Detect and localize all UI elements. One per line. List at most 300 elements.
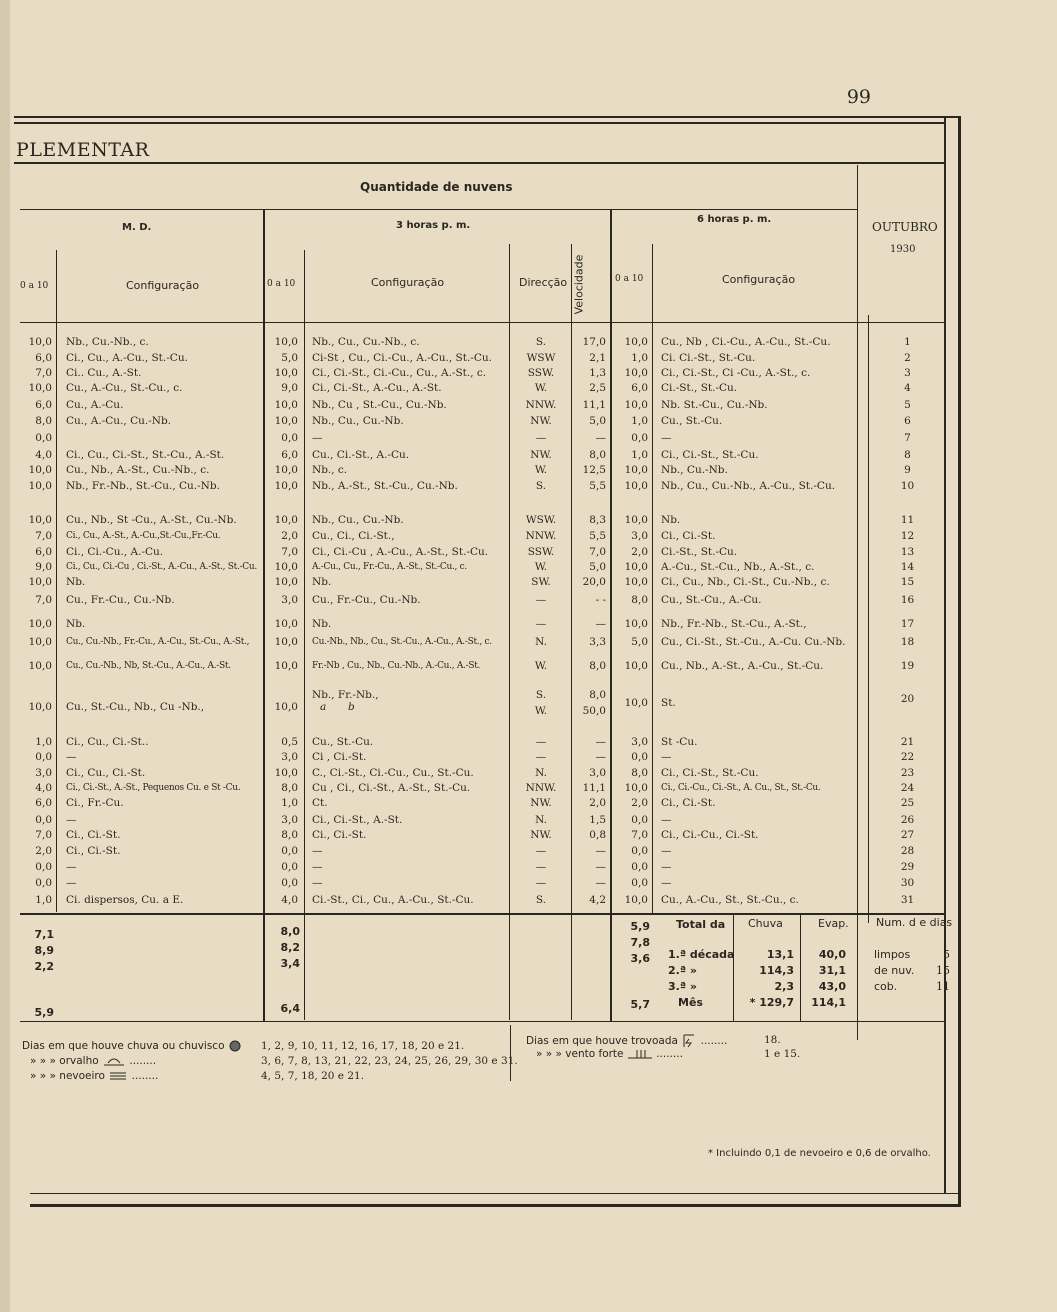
table-row [0,828,1057,842]
cell-dir: W. [534,561,548,573]
dias-header: Num. d e dias [876,916,953,929]
cell-vel: 17,0 [582,336,606,348]
cell-h3-c: Ci., Ci.-St., A.-St. [312,814,403,826]
cell-h3-q: 10,0 [274,336,298,348]
cell-dir: NW. [530,797,552,809]
cell-md-c: Cu., Nb., St -Cu., A.-St., Cu.-Nb. [66,514,237,526]
cell-h6-q: 5,0 [631,636,648,648]
cell-h3-c: Cu., Ci., Ci.-St., [312,530,395,542]
cell-day: 16 [900,594,915,606]
cell-h6-q: 2,0 [631,797,648,809]
summary-h6-mean: 5,7 [630,998,650,1011]
page-title: PLEMENTAR [16,139,150,161]
cell-h3-c: Ci.-St., Ci., Cu., A.-Cu., St.-Cu. [312,894,474,906]
direction-header: Direcção [519,276,568,289]
cell-h6-q: 6,0 [631,382,648,394]
cell-h6-q: 0,0 [631,877,648,889]
cell-h3-c: Fr.-Nb , Cu., Nb., Cu.-Nb., A.-Cu., A.-St. [312,661,481,671]
cell-h3-q: 10,0 [274,480,298,492]
vento-footnote [536,1048,683,1060]
bottom-rule-inner [30,1193,960,1194]
table-row [0,781,1057,795]
table-row [0,529,1057,543]
cell-dir: — [535,877,547,889]
table-row [0,844,1057,858]
cell-h3-q: 3,0 [281,814,298,826]
chuva-value: 13,1 [766,948,794,961]
cell-md-c: Ci., Ci.-St. [66,845,121,857]
summary-h3-mean: 6,4 [280,1002,300,1015]
dias-label: de nuv. [874,964,915,977]
cell-md-q: 0,0 [35,861,52,873]
cell-md-q: 7,0 [35,530,52,542]
header-divider [20,209,858,210]
cell-md-q: 10,0 [28,660,52,672]
cell-day: 5 [904,399,911,411]
table-row [0,617,1057,631]
cell-md-c: Cu., A.-Cu., St.-Cu., c. [66,382,183,394]
cell-md-c: — [66,877,77,889]
orvalho-days: 3, 6, 7, 8, 13, 21, 22, 23, 24, 25, 26, 29, 30 e 31. [261,1055,518,1067]
cell-h3-q: 7,0 [281,546,298,558]
summary-h3-mean: 8,0 [280,925,300,938]
cell-vel: 1,3 [589,367,606,379]
cell-md-c: Ci., Cu., Ci.-St.. [66,736,149,748]
cell-h6-q: 0,0 [631,432,648,444]
cell-h3-c: Ci., Ci.-St., Ci.-Cu., Cu., A.-St., c. [312,367,487,379]
summary-h6-mean: 7,8 [630,936,650,949]
cell-h3-q: 10,0 [274,618,298,630]
table-row [0,560,1057,574]
evap-divider [800,913,801,1021]
cell-md-c: Ci., Fr.-Cu. [66,797,124,809]
cell-vel: — [595,861,606,873]
dias-label: cob. [874,980,898,993]
cell-h6-q: 10,0 [624,894,648,906]
chuva-label: Dias em que houve chuva ou chuvisco [22,1040,225,1052]
cell-h6-c: Ci., Ci.-St., Ci -Cu., A.-St., c. [661,367,811,379]
cell-h6-q: 0,0 [631,861,648,873]
md-config-header: Configuração [126,279,200,292]
cell-h3-q: 10,0 [274,561,298,573]
cell-vel: 20,0 [582,576,606,588]
cell-day: 11 [900,514,915,526]
cell-day: 29 [900,861,915,873]
cell-vel: 1,5 [589,814,606,826]
cell-dir: W. [534,660,548,672]
md-scale-header: 0 a 10 [20,281,49,291]
cell-h6-c: Nb., Fr.-Nb., St.-Cu., A.-St., [661,618,807,630]
cell-h6-c: — [661,814,672,826]
cell-h3-q: 9,0 [281,382,298,394]
rain-symbol-icon [228,1040,242,1052]
evaporation-note: * Incluindo 0,1 de nevoeiro e 0,6 de orvalho. [708,1148,931,1159]
cell-dir: WSW. [525,514,557,526]
table-row [0,635,1057,649]
cell-h3-q: 4,0 [281,894,298,906]
cell-h3-c: Cu., Fr.-Cu., Cu.-Nb. [312,594,421,606]
cell-vel: 3,0 [589,767,606,779]
cell-dir: S. [535,894,547,906]
cell-h3-c: Ci., Ci.-St., A.-Cu., A.-St. [312,382,442,394]
cell-h6-c: A.-Cu., St.-Cu., Nb., A.-St., c. [661,561,815,573]
h3-config-header: Configuração [371,276,445,289]
cell-h3-c: Ci , Ci.-St. [312,751,367,763]
cell-md-q: 9,0 [35,561,52,573]
evap-value: 43,0 [818,980,846,993]
cell-md-c: Cu., Fr.-Cu., Cu.-Nb. [66,594,175,606]
cell-md-c: — [66,751,77,763]
footnote-divider [510,1025,511,1081]
cell-h3-c: Cu., St.-Cu. [312,736,374,748]
cell-day: 9 [904,464,911,476]
cell-h3-q: 10,0 [274,660,298,672]
cell-md-q: 8,0 [35,415,52,427]
cell-vel: 8,0 [589,689,606,701]
cell-h3-q: 1,0 [281,797,298,809]
cell-h3-q: 5,0 [281,352,298,364]
cell-md-c: Cu., A.-Cu., Cu.-Nb. [66,415,172,427]
trovoada-footnote [526,1034,727,1048]
cell-h6-q: 10,0 [624,697,648,709]
cell-md-q: 10,0 [28,701,52,713]
cell-md-c: Ci., Ci.-Cu., A.-Cu. [66,546,164,558]
cell-h6-c: Ci., Ci.-Cu., Ci.-St. [661,829,759,841]
cell-day: 1 [904,336,911,348]
cell-h6-c: Ci., Ci.-St. [661,530,716,542]
chuva-value: 114,3 [759,964,794,977]
cell-h6-q: 8,0 [631,594,648,606]
table-row [0,366,1057,380]
cell-h6-c: Nb. St.-Cu., Cu.-Nb. [661,399,768,411]
cell-day: 7 [904,432,911,444]
cell-md-q: 10,0 [28,636,52,648]
header-bottom-rule [20,322,946,323]
cell-h6-c: — [661,751,672,763]
cell-md-c: Ci.. Cu., A.-St. [66,367,142,379]
vento-days: 1 e 15. [764,1048,801,1060]
cell-h3-c: Ci., Ci.-St. [312,829,367,841]
period-label: 2.ª » [668,964,697,977]
cell-vel: 5,5 [589,480,606,492]
h3-scale-header: 0 a 10 [267,279,296,289]
cell-md-q: 0,0 [35,751,52,763]
cell-day: 10 [900,480,915,492]
cell-md-c: Nb., Fr.-Nb., St.-Cu., Cu.-Nb. [66,480,220,492]
cell-h6-q: 1,0 [631,449,648,461]
cell-day: 18 [900,636,915,648]
header-rule [14,162,946,164]
cell-h3-c: Nb., A.-St., St.-Cu., Cu.-Nb. [312,480,458,492]
trovoada-label: Dias em que houve trovoada [526,1035,678,1047]
cell-day: 13 [900,546,915,558]
top-rule-outer [14,116,961,118]
cell-h3-q: 10,0 [274,767,298,779]
cell-vel: 7,0 [589,546,606,558]
cell-day: 2 [904,352,911,364]
cell-h6-c: Cu., Ci.-St., St.-Cu., A.-Cu. Cu.-Nb. [661,636,846,648]
summary-md-mean: 7,1 [34,928,54,941]
table-row [0,766,1057,780]
cell-dir: — [535,845,547,857]
cell-h3-c: Nb. [312,618,332,630]
cell-md-c: — [66,814,77,826]
period-label: 1.ª década [668,948,735,961]
cell-day: 14 [900,561,915,573]
cell-md-q: 7,0 [35,829,52,841]
cell-h3-c: A.-Cu., Cu., Fr.-Cu., A.-St., St.-Cu., c. [312,562,467,572]
cell-h3-q: 6,0 [281,449,298,461]
table-row [0,479,1057,493]
total-label: Total da [676,918,726,931]
cell-vel: 8,0 [589,660,606,672]
cell-h6-q: 10,0 [624,336,648,348]
cell-md-q: 6,0 [35,399,52,411]
cell-vel: — [595,845,606,857]
cell-vel: 0,8 [589,829,606,841]
trovoada-dots: ........ [700,1035,728,1047]
cell-md-c: Ci., Cu., Ci.-St., St.-Cu., A.-St. [66,449,225,461]
cell-vel: - - [595,594,606,606]
cell-day: 4 [904,382,911,394]
cell-h6-c: Cu., A.-Cu., St., St.-Cu., c. [661,894,799,906]
cell-vel: — [595,751,606,763]
cell-dir: N. [535,814,547,826]
cell-h3-c: — [312,432,323,444]
cell-dir: — [535,618,547,630]
table-row [0,860,1057,874]
summary-md-mean: 8,9 [34,944,54,957]
fog-symbol-icon [108,1070,128,1082]
cell-h6-c: — [661,861,672,873]
strong-wind-symbol-icon [627,1048,653,1060]
cell-h3-c: Cu , Ci., Ci.-St., A.-St., St.-Cu. [312,782,471,794]
table-row [0,876,1057,890]
cell-h3-sub: a [320,701,327,713]
cell-md-c: Cu., A.-Cu. [66,399,124,411]
cell-h3-q: 8,0 [281,782,298,794]
cell-h6-q: 10,0 [624,514,648,526]
cell-md-q: 7,0 [35,594,52,606]
table-row [0,381,1057,395]
cell-day: 30 [900,877,915,889]
cell-md-c: Nb. [66,618,86,630]
cell-day: 22 [900,751,915,763]
cell-h3-q: 10,0 [274,636,298,648]
orvalho-footnote [30,1055,156,1067]
cell-h3-q: 10,0 [274,415,298,427]
cell-vel: 11,1 [582,782,606,794]
cell-day: 26 [900,814,915,826]
cell-h6-q: 10,0 [624,399,648,411]
cell-md-c: Nb., Cu.-Nb., c. [66,336,149,348]
cell-vel: — [595,736,606,748]
cell-h6-q: 10,0 [624,480,648,492]
cell-dir: — [535,736,547,748]
cell-h3-c: Nb., c. [312,464,348,476]
evap-value: 114,1 [811,996,846,1009]
cell-md-c: Cu., St.-Cu., Nb., Cu -Nb., [66,701,205,713]
dias-value: 5 [943,948,950,961]
cell-vel: — [595,877,606,889]
chuva-header: Chuva [748,917,783,930]
velocity-header: Velocidade [572,254,586,315]
cell-h3-q: 0,0 [281,845,298,857]
cell-dir: N. [535,767,547,779]
cell-day: 23 [900,767,915,779]
cell-md-q: 10,0 [28,480,52,492]
cell-md-q: 10,0 [28,576,52,588]
period-label: 3.ª » [668,980,697,993]
cell-dir: — [535,432,547,444]
nevoeiro-label: » » » nevoeiro [30,1070,105,1082]
cell-h6-q: 10,0 [624,367,648,379]
cell-h3-q: 0,5 [281,736,298,748]
dias-value: 11 [936,980,950,993]
cell-h6-q: 0,0 [631,845,648,857]
table-row [0,750,1057,764]
table-row [0,593,1057,607]
summary-h3-mean: 8,2 [280,941,300,954]
cell-h3-c: Nb., Cu., Cu.-Nb. [312,514,404,526]
vento-dots: ........ [656,1048,683,1060]
cell-dir: NW. [530,415,552,427]
table-row [0,735,1057,749]
chuva-divider [733,913,734,1021]
cell-md-q: 7,0 [35,367,52,379]
cell-h6-q: 10,0 [624,576,648,588]
dew-symbol-icon [102,1055,126,1067]
cell-h6-c: Ci., Ci.-St., St.-Cu. [661,449,759,461]
cell-vel: 12,5 [582,464,606,476]
cell-day: 19 [900,660,915,672]
cell-h3-c: — [312,845,323,857]
cell-h6-q: 10,0 [624,618,648,630]
cell-h6-c: Ci.-St., St.-Cu. [661,382,738,394]
cell-h6-q: 1,0 [631,352,648,364]
h6-scale-header: 0 a 10 [615,274,644,284]
cell-dir: S. [535,689,547,701]
summary-h3-mean: 3,4 [280,957,300,970]
cell-h3-c: Cu., Ci.-St., A.-Cu. [312,449,410,461]
cell-h3-q: 10,0 [274,399,298,411]
cell-h3-q: 8,0 [281,829,298,841]
summary-h6-mean: 5,9 [630,920,650,933]
cell-h3-c: Cu.-Nb., Nb., Cu., St.-Cu., A.-Cu., A.-St., c. [312,637,492,647]
cell-h6-c: Cu., Nb., A.-St., A.-Cu., St.-Cu. [661,660,824,672]
cell-h6-c: Ci., Ci.-St., St.-Cu. [661,767,759,779]
cell-md-c: Ci., Ci.-St., A.-St., Pequenos Cu. e St -Cu. [66,783,241,793]
table-row [0,398,1057,412]
cell-h6-c: Ci., Ci.-St. [661,797,716,809]
cell-h3-q: 0,0 [281,432,298,444]
nevoeiro-footnote [30,1070,158,1082]
cell-md-q: 10,0 [28,618,52,630]
cell-h6-c: Cu., Nb , Ci.-Cu., A.-Cu., St.-Cu. [661,336,831,348]
main-header: Quantidade de nuvens [360,180,513,194]
cell-dir: WSW [526,352,556,364]
cell-h6-q: 2,0 [631,546,648,558]
cell-day: 12 [900,530,915,542]
cell-day: 15 [900,576,915,588]
cell-md-c: Ci., Cu., Ci.-St. [66,767,146,779]
cell-md-q: 6,0 [35,546,52,558]
cell-h6-c: Ci. Ci.-St., St.-Cu. [661,352,756,364]
cell-day: 27 [900,829,915,841]
cell-dir: NNW. [525,530,557,542]
cell-vel: 4,2 [589,894,606,906]
cell-vel: 5,0 [589,561,606,573]
thunder-symbol-icon [681,1034,697,1048]
cell-dir: S. [535,480,547,492]
cell-h3-q: 10,0 [274,367,298,379]
cell-h3-c: Nb., Cu , St.-Cu., Cu.-Nb. [312,399,447,411]
evap-value: 40,0 [818,948,846,961]
cell-md-c: Nb. [66,576,86,588]
cell-h6-q: 0,0 [631,814,648,826]
cell-vel: 5,5 [589,530,606,542]
cell-h6-q: 3,0 [631,530,648,542]
cell-h6-c: Cu., St.-Cu., A.-Cu. [661,594,762,606]
cell-h3-q: 2,0 [281,530,298,542]
cell-h3-q: 10,0 [274,464,298,476]
cell-dir: SSW. [527,367,555,379]
cell-dir: — [535,751,547,763]
cell-h3-c: — [312,877,323,889]
cell-md-q: 4,0 [35,449,52,461]
cell-h3-c: Ci-St , Cu., Ci.-Cu., A.-Cu., St.-Cu. [312,352,492,364]
cell-h6-q: 0,0 [631,751,648,763]
cell-h3-q: 10,0 [274,576,298,588]
table-row [0,796,1057,810]
h6-config-header: Configuração [722,273,796,286]
cell-md-c: Ci., Ci.-St. [66,829,121,841]
cell-dir: N. [535,636,547,648]
cell-vel: 5,0 [589,415,606,427]
table-row [0,448,1057,462]
table-row [0,414,1057,428]
cell-vel: 2,0 [589,797,606,809]
cell-h6-c: Nb., Cu.-Nb. [661,464,728,476]
cell-day: 3 [904,367,911,379]
cell-day: 20 [900,693,915,705]
cell-h6-q: 7,0 [631,829,648,841]
cell-h3-sub: b [348,701,355,713]
cell-md-c: Ci., Cu., Ci.-Cu , Ci.-St., A.-Cu., A.-St., St.-Cu. [66,562,257,572]
cell-md-c: Cu., Cu.-Nb., Nb, St.-Cu., A.-Cu., A.-St. [66,661,231,671]
evap-value: 31,1 [818,964,846,977]
year-label: 1930 [890,244,916,255]
cell-h3-c: C., Ci.-St., Ci.-Cu., Cu., St.-Cu. [312,767,474,779]
chuva-value: * 129,7 [749,996,794,1009]
cell-h6-c: St. [661,697,676,709]
cell-vel: 3,3 [589,636,606,648]
cell-md-c: — [66,861,77,873]
cell-dir: NNW. [525,782,557,794]
cell-h6-q: 10,0 [624,561,648,573]
nevoeiro-days: 4, 5, 7, 18, 20 e 21. [261,1070,365,1082]
table-row [0,575,1057,589]
cell-vel: 2,5 [589,382,606,394]
evap-header: Evap. [818,917,849,930]
cell-h6-q: 1,0 [631,415,648,427]
cell-day: 25 [900,797,915,809]
cell-md-q: 4,0 [35,782,52,794]
md-header: M. D. [122,222,152,233]
cell-dir: SSW. [527,546,555,558]
month-label: OUTUBRO [872,220,938,234]
dias-label: limpos [874,948,911,961]
